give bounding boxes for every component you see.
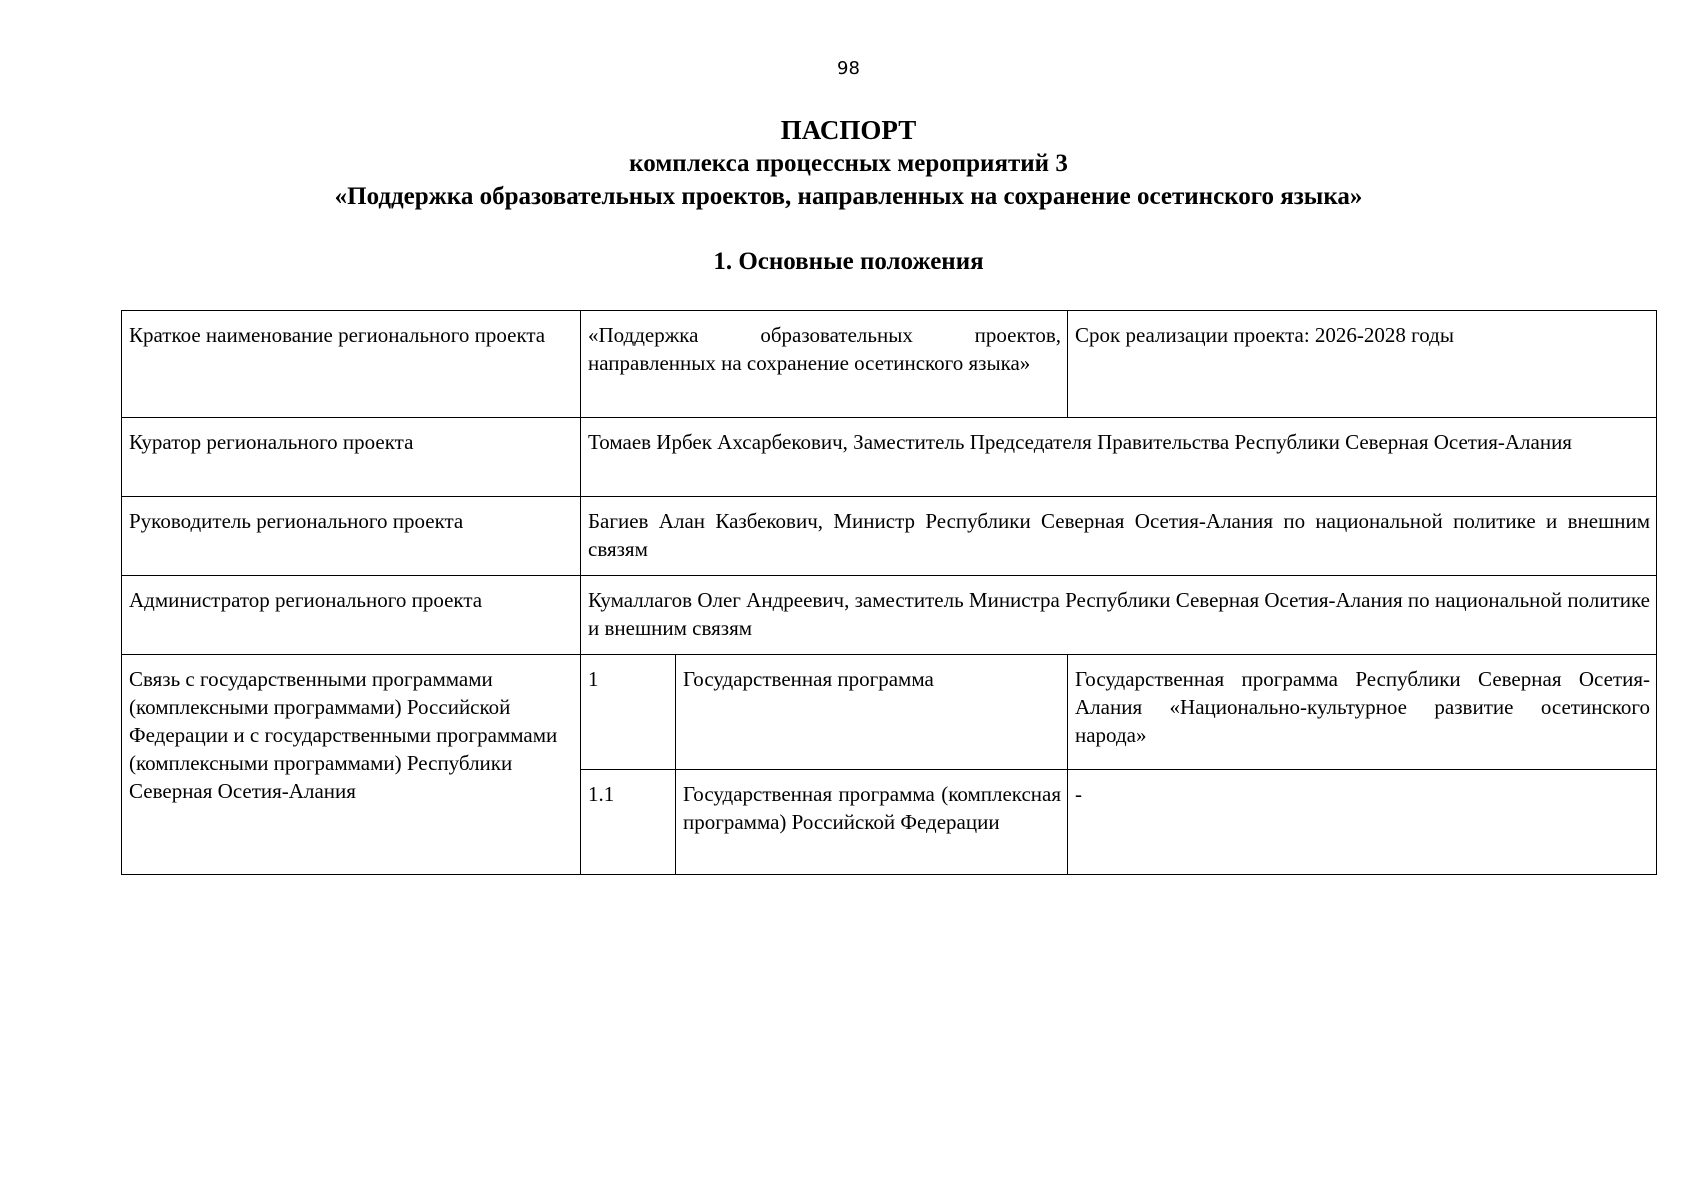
table-row: [122, 497, 1657, 576]
curator-value: Томаев Ирбек Ахсарбекович, Заместитель Председателя Правительства Республики Северная Осетия-Алания: [581, 418, 1657, 497]
head-label: Руководитель регионального проекта: [122, 497, 581, 576]
link-type: Государственная программа: [676, 655, 1068, 770]
link-number: 1.1: [581, 770, 676, 875]
title-name: «Поддержка образовательных проектов, направленных на сохранение осетинского языка»: [334, 183, 1363, 210]
table-row: [122, 311, 1657, 418]
head-value: Багиев Алан Казбекович, Министр Республики Северная Осетия-Алания по национальной политике и внешним связям: [581, 497, 1657, 576]
document-title: [0, 114, 1697, 213]
link-type: Государственная программа (комплексная программа) Российской Федерации: [676, 770, 1068, 875]
implementation-term: Срок реализации проекта: 2026-2028 годы: [1068, 311, 1657, 418]
curator-label: Куратор регионального проекта: [122, 418, 581, 497]
passport-table: [121, 310, 1657, 875]
short-name-label: Краткое наименование регионального проекта: [122, 311, 581, 418]
link-number: 1: [581, 655, 676, 770]
table-row: [122, 418, 1657, 497]
link-value: Государственная программа Республики Северная Осетия-Алания «Национально-культурное развитие осетинского народа»: [1068, 655, 1657, 770]
page-number: 98: [837, 58, 860, 79]
administrator-label: Администратор регионального проекта: [122, 576, 581, 655]
links-label: Связь с государственными программами (комплексными программами) Российской Федерации и с государственными программами (комплексными программами) Республики Северная Осетия-Алания: [122, 655, 581, 875]
table-row: [122, 576, 1657, 655]
short-name-value: «Поддержка образовательных проектов, направленных на сохранение осетинского языка»: [581, 311, 1068, 418]
title-passport: ПАСПОРТ: [780, 115, 917, 145]
section-heading: 1. Основные положения: [713, 248, 984, 275]
link-value: -: [1068, 770, 1657, 875]
title-complex: комплекса процессных мероприятий 3: [629, 150, 1068, 177]
table-row: [122, 655, 1657, 770]
administrator-value: Кумаллагов Олег Андреевич, заместитель Министра Республики Северная Осетия-Алания по национальной политике и внешним связям: [581, 576, 1657, 655]
